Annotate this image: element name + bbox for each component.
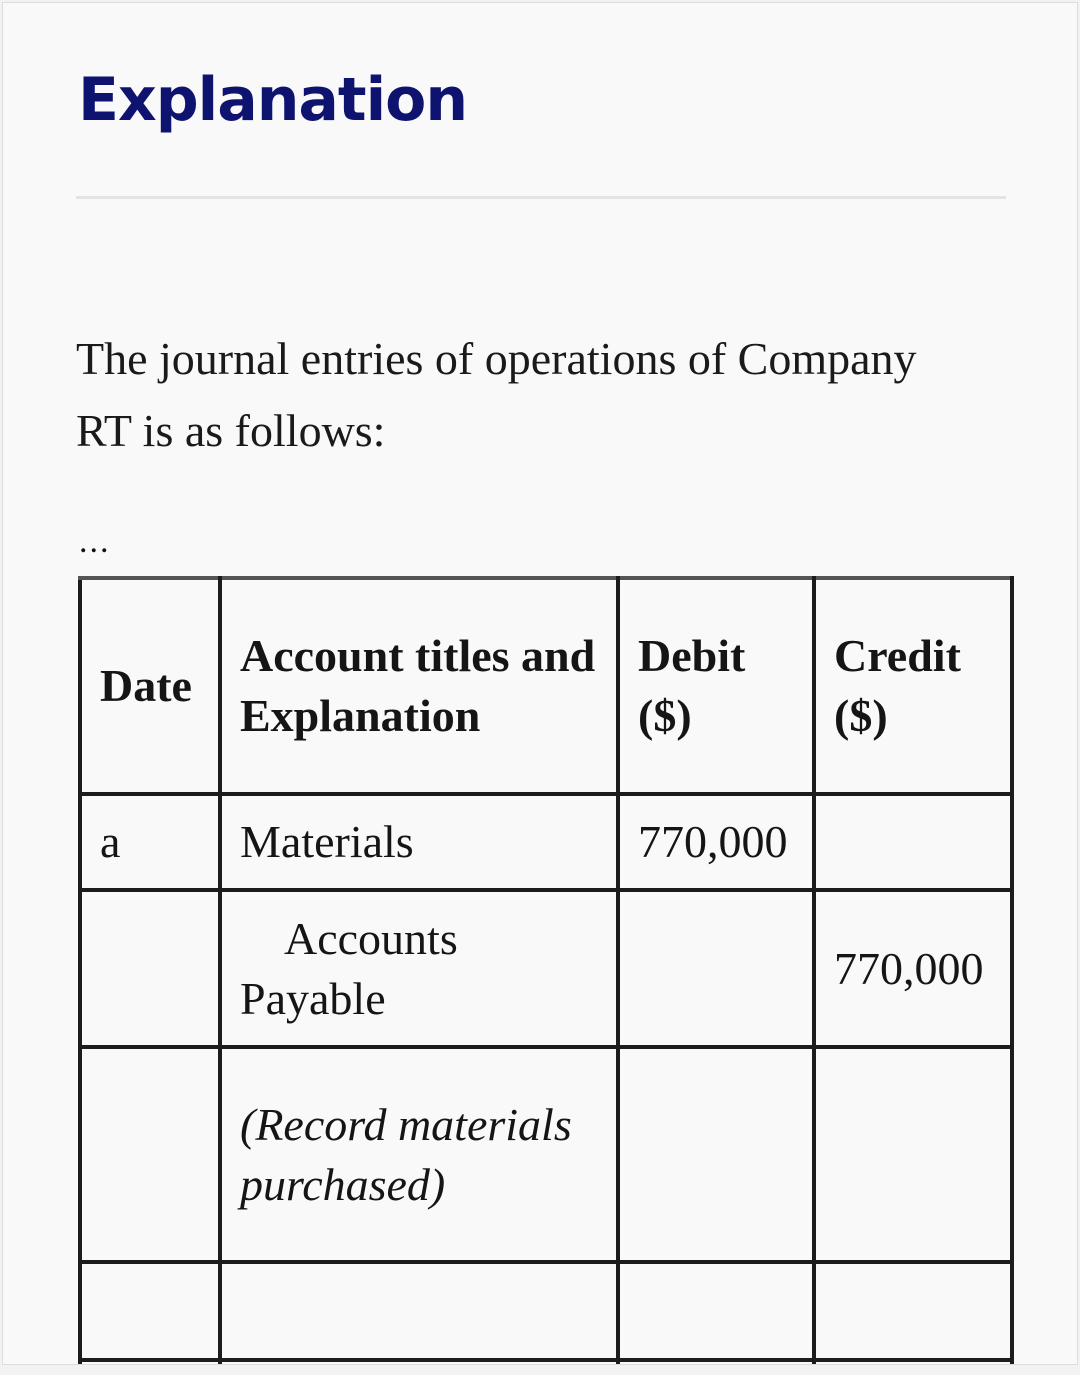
divider <box>76 196 1006 199</box>
table-row-partial <box>80 1360 1012 1365</box>
header-account: Account titles and Explanation <box>220 578 618 794</box>
cell-account: Materials <box>220 794 618 890</box>
cell-empty <box>618 1360 814 1365</box>
section-title: Explanation <box>78 65 468 135</box>
cell-debit <box>618 1047 814 1262</box>
header-credit: Credit ($) <box>814 578 1012 794</box>
journal-table <box>78 576 1014 1365</box>
cell-date <box>80 1262 220 1360</box>
table-row <box>80 794 1012 890</box>
cell-account <box>220 1262 618 1360</box>
cell-account: (Record materials purchased) <box>220 1047 618 1262</box>
cell-empty <box>814 1360 1012 1365</box>
more-ellipsis[interactable]: ... <box>79 523 111 560</box>
cell-credit <box>814 1262 1012 1360</box>
cell-debit <box>618 1262 814 1360</box>
table-row <box>80 890 1012 1047</box>
explanation-card <box>2 2 1078 1365</box>
cell-date: a <box>80 794 220 890</box>
table-header-row <box>80 578 1012 794</box>
table-row <box>80 1262 1012 1360</box>
cell-empty <box>80 1360 220 1365</box>
cell-date <box>80 890 220 1047</box>
header-debit: Debit ($) <box>618 578 814 794</box>
cell-debit: 770,000 <box>618 794 814 890</box>
table-row <box>80 1047 1012 1262</box>
cell-date <box>80 1047 220 1262</box>
cell-credit: 770,000 <box>814 890 1012 1047</box>
cell-credit <box>814 794 1012 890</box>
intro-text: The journal entries of operations of Company RT is as follows: <box>76 333 917 456</box>
cell-debit <box>618 890 814 1047</box>
header-date: Date <box>80 578 220 794</box>
cell-empty <box>220 1360 618 1365</box>
cell-credit <box>814 1047 1012 1262</box>
cell-account: Accounts Payable <box>220 890 618 1047</box>
